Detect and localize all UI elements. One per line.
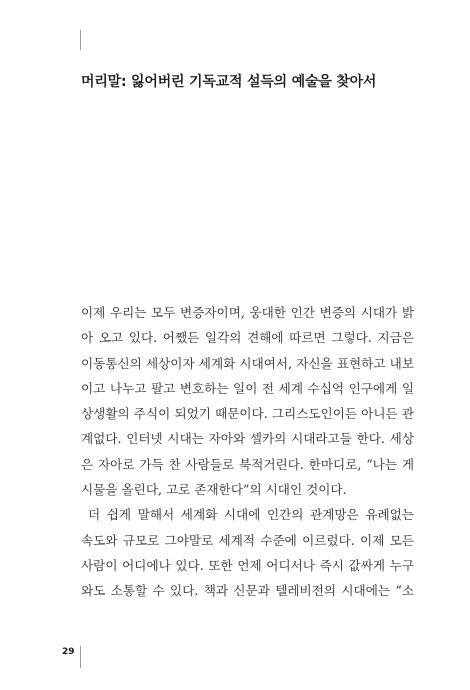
text-line: 이고 나누고 팔고 변호하는 일이 전 세계 수십억 인구에게 일 [81, 380, 414, 396]
text-line: 상생활의 주식이 되었기 때문이다. 그리스도인이든 아니든 관 [81, 406, 414, 422]
footer-rule [80, 646, 81, 668]
text-line: 속도와 규모로 그야말로 세계적 수준에 이르렀다. 이제 모든 [81, 532, 414, 548]
header-rule [80, 30, 81, 50]
text-line: 이동통신의 세상이자 세계화 시대여서, 자신을 표현하고 내보 [81, 355, 414, 371]
chapter-title: 머리말: 잃어버린 기독교적 설득의 예술을 찾아서 [81, 74, 377, 90]
body-text [81, 300, 414, 604]
text-line: 사람이 어디에나 있다. 또한 언제 어디서나 즉시 값싸게 누구 [81, 557, 414, 573]
text-line: 와도 소통할 수 있다. 책과 신문과 텔레비전의 시대에는 “소 [81, 583, 414, 599]
text-line: 아 오고 있다. 어쨌든 일각의 견해에 따르면 그렇다. 지금은 [81, 330, 414, 346]
text-line: 계없다. 인터넷 시대는 자아와 셀카의 시대라고들 한다. 세상 [81, 431, 414, 447]
text-line: 시물을 올린다, 고로 존재한다”의 시대인 것이다. [81, 482, 347, 498]
text-line: 은 자아로 가득 찬 사람들로 북적거린다. 한마디로, “나는 게 [81, 456, 414, 472]
text-line: 더 쉽게 말해서 세계화 시대에 인간의 관계망은 유례없는 [88, 507, 414, 523]
text-line: 이제 우리는 모두 변증자이며, 웅대한 인간 변증의 시대가 밝 [81, 305, 414, 320]
page-number: 29 [62, 647, 75, 657]
